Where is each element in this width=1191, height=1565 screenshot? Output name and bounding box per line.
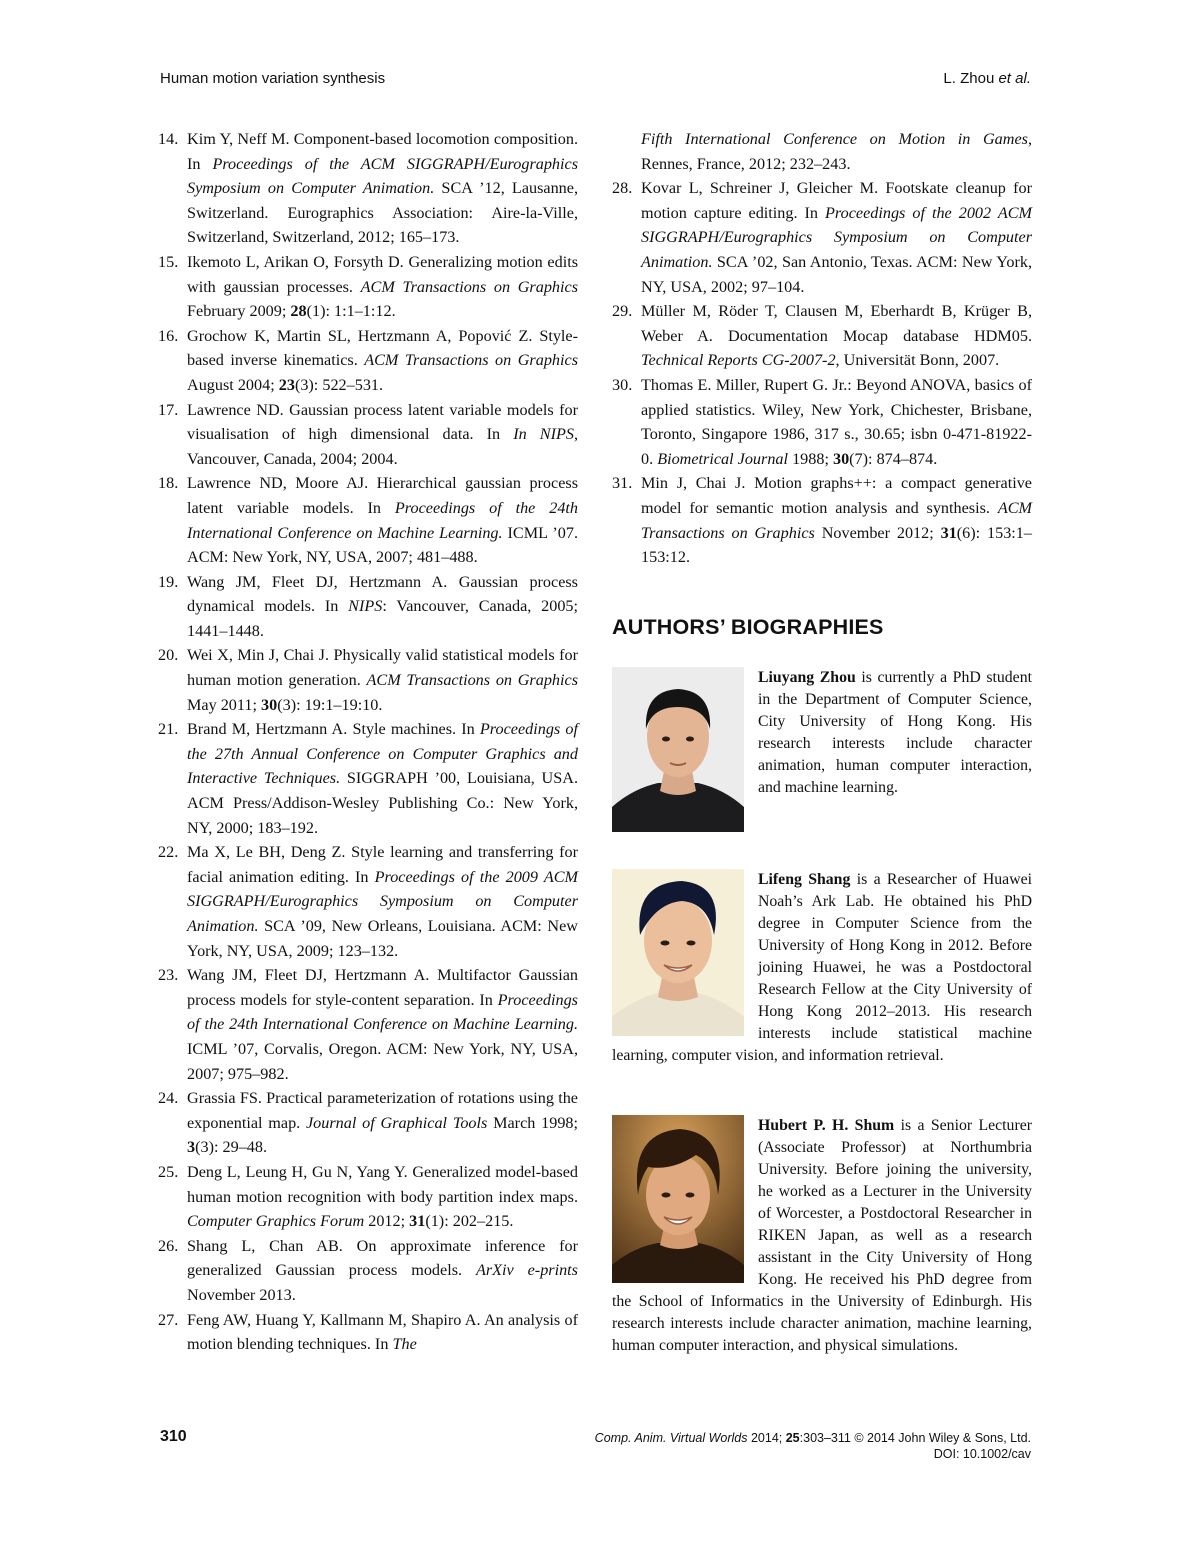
- portrait-image: [612, 1115, 744, 1283]
- reference-text: [641, 471, 1032, 569]
- author-name: Liuyang Zhou: [758, 669, 856, 686]
- reference-item: [158, 570, 578, 644]
- text-run: ACM Transactions on Graphics: [641, 498, 1032, 542]
- reference-number: 14.: [158, 130, 179, 148]
- text-run: Proceedings of the 24th International Conference on Machine Learning.: [187, 990, 578, 1034]
- reference-number: 23.: [158, 966, 179, 985]
- text-run: 2012;: [364, 1212, 410, 1231]
- reference-number: 24.: [158, 1089, 179, 1108]
- reference-text: [641, 299, 1032, 373]
- text-run: 1988;: [788, 449, 833, 468]
- reference-item: [158, 1160, 578, 1234]
- running-title: Human motion variation synthesis: [160, 70, 386, 87]
- reference-number: 15.: [158, 252, 179, 271]
- reference-item: [158, 127, 578, 250]
- reference-text: [187, 570, 578, 644]
- text-run: ICML ’07. ACM: New York, NY, USA, 2007; 481–488.: [187, 523, 578, 567]
- author-bio-text: is a Senior Lecturer (Associate Professor) at Northumbria University. Before joining the university, he worked as a Lecturer in the University of Worcester, a Postdoctoral Researcher in RIKEN Japan, as well as a research assistant in the City University of Hong Kong. He received his PhD degree from the School of Informatics in the University of Edinburgh. His research interests include character animation, machine learning, human computer interaction, and physical simulations.: [612, 1117, 1032, 1354]
- text-run: 30: [261, 695, 278, 714]
- text-run: In NIPS: [513, 425, 574, 444]
- text-run: February 2009;: [187, 302, 291, 321]
- text-run: Proceedings of the ACM SIGGRAPH/Eurographics Symposium on Computer Animation.: [187, 154, 579, 198]
- page-number: 310: [160, 1428, 187, 1445]
- text-run: , Universität Bonn, 2007.: [835, 351, 1000, 370]
- text-run: November 2013.: [187, 1285, 296, 1304]
- text-run: Proceedings of the 24th International Conference on Machine Learning.: [187, 498, 579, 542]
- text-run: Grassia FS. Practical parameterization of rotations using the exponential map.: [187, 1089, 578, 1132]
- text-run: Feng AW, Huang Y, Kallmann M, Shapiro A. An analysis of motion blending techniques. In: [187, 1310, 578, 1354]
- reference-number: 16.: [158, 326, 179, 345]
- text-run: NIPS: [348, 597, 383, 616]
- text-run: Grochow K, Martin SL, Hertzmann A, Popović Z. Style-based inverse kinematics.: [187, 326, 578, 370]
- reference-text: [187, 127, 578, 250]
- text-run: Biometrical Journal: [657, 449, 789, 468]
- text-run: May 2011;: [187, 695, 262, 714]
- reference-text: [187, 1234, 578, 1308]
- reference-text: [187, 1160, 578, 1234]
- text-run: ACM Transactions on Graphics: [360, 277, 578, 296]
- biographies-heading: AUTHORS’ BIOGRAPHIES: [612, 615, 884, 639]
- text-run: (3): 29–48.: [195, 1138, 268, 1157]
- text-run: 23: [278, 375, 295, 394]
- text-run: (3): 522–531.: [294, 375, 384, 394]
- reference-text: [187, 643, 578, 717]
- text-run: 25: [785, 1431, 800, 1445]
- reference-item: [158, 643, 578, 717]
- journal-citation: [595, 1430, 1031, 1462]
- reference-number: 17.: [158, 400, 179, 419]
- biography-liuyang-zhou: [612, 667, 1032, 836]
- text-run: 30: [832, 449, 850, 468]
- reference-item: [158, 324, 578, 398]
- author-photo-lifeng-shang: [612, 869, 744, 1036]
- text-run: 2014;: [747, 1431, 786, 1445]
- text-run: Proceedings of the 2009 ACM SIGGRAPH/Eurographics Symposium on Computer Animation.: [187, 867, 578, 935]
- author-photo-liuyang-zhou: [612, 667, 744, 832]
- reference-item: [612, 176, 1032, 299]
- text-run: SCA ’02, San Antonio, Texas. ACM: New York, NY, USA, 2002; 97–104.: [641, 252, 1032, 296]
- biography-hubert-shum: [612, 1115, 1032, 1357]
- text-run: The: [392, 1335, 417, 1354]
- text-run: SCA ’09, New Orleans, Louisiana. ACM: New York, NY, USA, 2009; 123–132.: [187, 917, 578, 960]
- text-run: Wei X, Min J, Chai J. Physically valid statistical models for human motion generation.: [187, 646, 578, 690]
- text-run: Wang JM, Fleet DJ, Hertzmann A. Gaussian process dynamical models. In: [187, 572, 578, 616]
- text-run: Brand M, Hertzmann A. Style machines. In: [187, 720, 480, 739]
- text-run: ACM Transactions on Graphics: [364, 351, 578, 370]
- text-run: : Vancouver, Canada, 2005; 1441–1448.: [187, 597, 579, 640]
- reference-27-continuation: [612, 127, 1032, 176]
- reference-item: [158, 840, 578, 963]
- text-run: SCA ’12, Lausanne, Switzerland. Eurographics Association: Aire-la-Ville, Switzerland, Switzerland, 2012; 165–173.: [187, 179, 579, 247]
- biography-lifeng-shang: [612, 869, 1032, 1067]
- author-bio-text: is currently a PhD student in the Department of Computer Science, City University of Hong Kong. His research interests include character animation, human computer interaction, and machine learning.: [758, 669, 1032, 796]
- portrait-image: [612, 869, 744, 1036]
- journal-info: [595, 1430, 1031, 1446]
- text-run: ACM Transactions on Graphics: [366, 671, 578, 690]
- text-run: Müller M, Röder T, Clausen M, Eberhardt B, Krüger B, Weber A. Documentation Mocap database HDM05.: [641, 302, 1032, 345]
- portrait-image: [612, 667, 744, 832]
- reference-text: [187, 398, 578, 472]
- text-run: 3: [187, 1138, 196, 1157]
- reference-number: 28.: [612, 179, 633, 198]
- text-run: ArXiv e-prints: [475, 1261, 578, 1280]
- reference-text: [187, 1086, 578, 1160]
- reference-number: 30.: [612, 375, 633, 394]
- text-run: 31: [940, 523, 957, 542]
- reference-number: 25.: [158, 1162, 179, 1181]
- text-run: Min J, Chai J. Motion graphs++: a compact generative model for semantic motion analysis and synthesis.: [641, 474, 1032, 517]
- text-run: Ikemoto L, Arikan O, Forsyth D. Generalizing motion edits with gaussian processes.: [187, 252, 578, 296]
- references-left-column: [158, 127, 578, 1357]
- reference-text: [187, 324, 578, 398]
- author-name: Hubert P. H. Shum: [758, 1117, 895, 1134]
- text-run: March 1998;: [487, 1113, 579, 1132]
- reference-text: [187, 1308, 578, 1357]
- reference-number: 31.: [612, 474, 633, 493]
- text-run: ICML ’07, Corvalis, Oregon. ACM: New York, NY, USA, 2007; 975–982.: [187, 1039, 578, 1083]
- text-run: (3): 19:1–19:10.: [277, 695, 383, 714]
- text-run: (1): 1:1–1:12.: [306, 302, 396, 321]
- reference-item: [612, 471, 1032, 569]
- reference-item: [612, 299, 1032, 373]
- text-run: Ma X, Le BH, Deng Z. Style learning and transferring for facial animation editing. In: [187, 843, 578, 886]
- reference-item: [158, 1234, 578, 1308]
- text-run: :303–311 © 2014 John Wiley & Sons, Ltd.: [799, 1431, 1031, 1445]
- reference-number: 20.: [158, 646, 179, 665]
- text-run: 31: [409, 1212, 426, 1231]
- reference-number: 26.: [158, 1236, 179, 1255]
- text-run: Computer Graphics Forum: [187, 1212, 365, 1231]
- reference-text: [187, 471, 578, 569]
- text-run: Lawrence ND. Gaussian process latent variable models for visualisation of high dimensional data. In: [187, 400, 578, 444]
- reference-text: [187, 717, 578, 840]
- text-run: (6): 153:1–153:12.: [641, 523, 1032, 567]
- text-run: , Vancouver, Canada, 2004; 2004.: [187, 425, 579, 468]
- text-run: Kim Y, Neff M. Component-based locomotion composition. In: [187, 130, 578, 173]
- reference-number: 29.: [612, 302, 633, 321]
- text-run: Proceedings of the 2002 ACM SIGGRAPH/Eurographics Symposium on Computer Animation.: [641, 203, 1032, 271]
- reference-item: [158, 717, 578, 840]
- reference-list-left: [158, 127, 578, 1357]
- text-run: Thomas E. Miller, Rupert G. Jr.: Beyond ANOVA, basics of applied statistics. Wiley, New York, Chichester, Brisbane, Toronto, Singapore 1986, 317 s., 30.65; isbn 0-471-81922-0.: [641, 375, 1032, 468]
- text-run: Fifth International Conference on Motion in Games: [641, 130, 1028, 148]
- reference-item: [158, 1086, 578, 1160]
- text-run: (1): 202–215.: [425, 1212, 514, 1231]
- reference-text: [641, 176, 1032, 299]
- reference-number: 21.: [158, 720, 179, 739]
- text-run: Comp. Anim. Virtual Worlds: [594, 1431, 748, 1445]
- author-bio-text: is a Researcher of Huawei Noah’s Ark Lab. He obtained his PhD degree in Computer Science from the University of Hong Kong in 2012. Before joining Huawei, he was a Postdoctoral Research Fellow at the City University of Hong Kong 2012–2013. His research interests include statistical machine learning, computer vision, and information retrieval.: [612, 871, 1033, 1064]
- reference-text: [187, 840, 578, 963]
- reference-number: 19.: [158, 572, 179, 591]
- doi: DOI: 10.1002/cav: [933, 1447, 1031, 1461]
- text-run: Proceedings of the 27th Annual Conference on Computer Graphics and Interactive Techniques.: [187, 720, 578, 788]
- running-authors: L. Zhou et al.: [943, 70, 1031, 87]
- reference-text: [187, 250, 578, 324]
- text-run: SIGGRAPH ’00, Louisiana, USA. ACM Press/Addison-Wesley Publishing Co.: New York, NY, 2000; 183–192.: [187, 769, 578, 837]
- reference-item: [158, 398, 578, 472]
- text-run: Journal of Graphical Tools: [306, 1113, 488, 1132]
- text-run: Kovar L, Schreiner J, Gleicher M. Footskate cleanup for motion capture editing. In: [641, 179, 1032, 222]
- page-footer: [160, 1428, 1031, 1468]
- reference-item: [612, 373, 1032, 471]
- right-column: [612, 127, 1033, 1354]
- running-head: [160, 70, 1031, 94]
- text-run: November 2012;: [814, 523, 941, 542]
- reference-number: 22.: [158, 843, 179, 862]
- reference-text: [187, 963, 578, 1086]
- text-run: , Rennes, France, 2012; 232–243.: [641, 130, 1032, 173]
- author-photo-hubert-shum: [612, 1115, 744, 1283]
- text-run: Lawrence ND, Moore AJ. Hierarchical gaussian process latent variable models. In: [187, 474, 578, 517]
- text-run: Deng L, Leung H, Gu N, Yang Y. Generalized model-based human motion recognition with body partition index maps.: [187, 1162, 578, 1206]
- text-run: 28: [290, 302, 307, 321]
- author-name: Lifeng Shang: [758, 871, 851, 888]
- text-run: Wang JM, Fleet DJ, Hertzmann A. Multifactor Gaussian process models for style-content separation. In: [187, 966, 578, 1009]
- reference-item: [158, 963, 578, 1086]
- reference-text: [641, 373, 1032, 471]
- reference-item: [158, 250, 578, 324]
- text-run: Technical Reports CG-2007-2: [641, 351, 836, 370]
- text-run: Shang L, Chan AB. On approximate inference for generalized Gaussian process models.: [187, 1236, 578, 1280]
- reference-item: [158, 471, 578, 569]
- reference-number: 27.: [158, 1310, 179, 1329]
- text-run: August 2004;: [187, 375, 279, 394]
- reference-item: [158, 1308, 578, 1357]
- reference-number: 18.: [158, 474, 179, 493]
- text-run: (7): 874–874.: [849, 449, 938, 468]
- reference-list-right: [612, 176, 1032, 570]
